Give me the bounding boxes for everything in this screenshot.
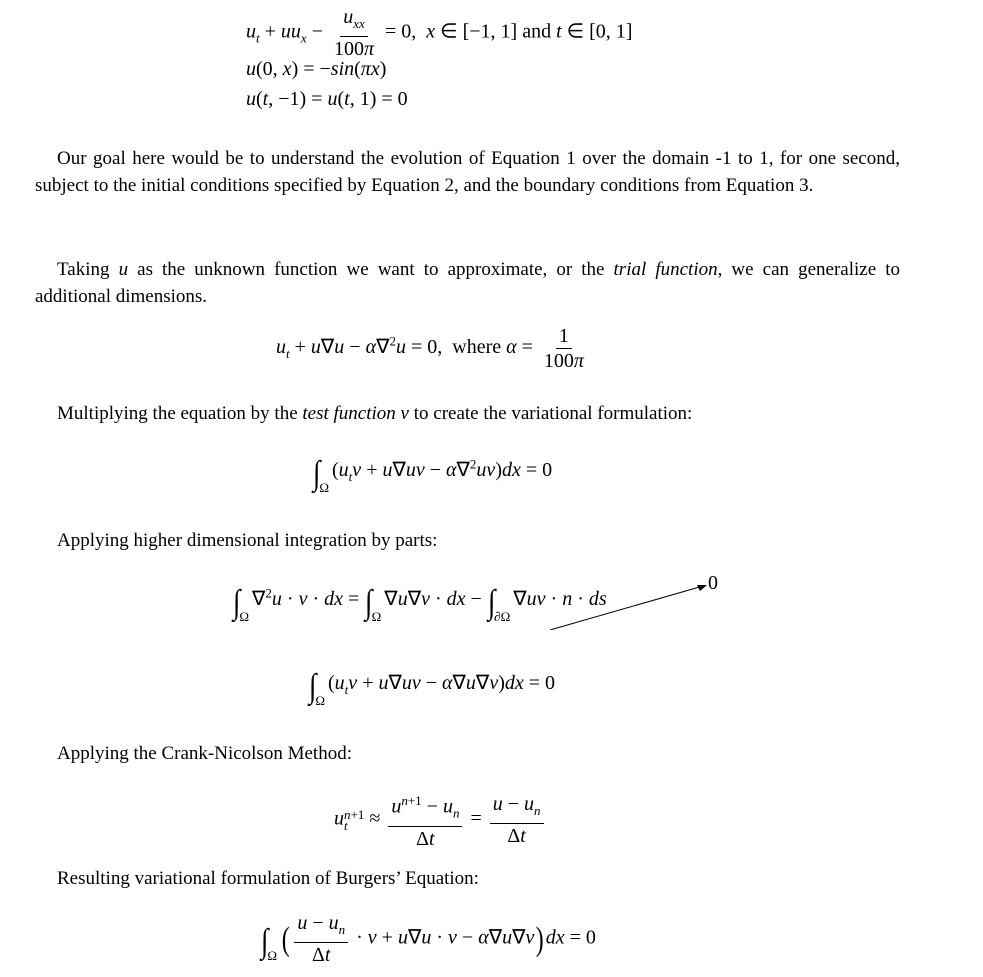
boundary-domain: ∂Ω [494,609,511,624]
trial-post: , we can generalize to additional dimensions. [35,259,900,307]
cancelled-boundary-term: $\int_{\partial\Omega}\nabla uv \cdot n$ · ds [487,584,607,624]
arrow-target-zero: 0 [708,572,718,594]
equation-2-initial-condition: u(0, x) = −sin(πx) [246,58,387,80]
equation-final-variational: $\int_\Omega$ ( $\frac{u - u_n}{\Delta t}$ · v + u∇u · v − α∇u∇v)dx = 0 [260,912,596,966]
and-word: and [522,20,552,43]
paragraph-result: Resulting variational formulation of Burgers’ Equation: [57,868,479,889]
integral-sign: ∫ [487,584,496,621]
trial-mid: as the unknown function we want to approximate, or the [128,259,614,280]
paragraph-goal [35,145,900,199]
fraction-forward-difference: $\frac{u^{n+1} - u_n}{\Delta t}$ [388,790,462,850]
equation-variational: $\int_\Omega(u_tv + u\nabla uv - \alpha\nabla^2uv)dx = 0$ [312,455,553,495]
test-pre: Multiplying the equation by the [57,403,303,424]
equation-1: $u_t + uu_x$ − $\frac{u_{xx}}{100\pi}$ = 0, x ∈ [−1, 1] and t ∈ [0, 1] [246,6,633,60]
integral-sign: ∫ [308,668,317,705]
trial-u: u [118,259,129,280]
paragraph-integration-by-parts: Applying higher dimensional integration by parts: [57,530,438,551]
paragraph-goal-text: Our goal here would be to understand the evolution of Equation 1 over the domain -1 to 1, for one second, subject to the initial conditions specified by Equation 2, and the boundary conditions from Equation 3. [35,148,900,196]
alpha-numerator: 1 [556,325,572,349]
integral-domain: Ω [267,947,277,963]
fraction-simplified-difference: $\frac{u - u_n}{\Delta t}$ [490,793,544,847]
integral-domain: Ω [239,609,249,624]
fraction-alpha: $\frac{1}{100\pi}$ [543,325,584,372]
fraction-time-derivative: $\frac{u - u_n}{\Delta t}$ [294,912,348,966]
integral-sign: ∫ [312,455,321,492]
cancel-arrow-icon [545,570,725,630]
equation-3-boundary-condition: u(t, −1) = u(t, 1) = 0 [246,88,408,110]
where-word: where [452,336,502,359]
integral-sign: ∫ [232,584,241,621]
equation-general-form: $u_t + u\nabla u - \alpha\nabla^2u = 0$, where α = $\frac{1}{100\pi}$ [276,325,590,372]
test-function-emphasis: test function v [302,403,409,424]
integral-domain: Ω [371,609,382,624]
paragraph-crank-nicolson: Applying the Crank-Nicolson Method: [57,743,352,764]
test-post: to create the variational formulation: [408,403,693,424]
integral-sign: ∫ [365,584,373,621]
paragraph-trial-function [35,256,900,310]
integral-domain: Ω [319,480,329,495]
fraction-uxx-over-100pi: $\frac{u_{xx}}{100\pi}$ [333,6,374,60]
trial-function-emphasis: trial function [613,259,718,280]
trial-pre: Taking [57,259,119,280]
integral-sign: ∫ [260,922,269,960]
integral-domain: Ω [315,693,325,708]
paragraph-test-function [57,403,692,425]
equation-crank-nicolson: u n+1 t ≈ $\frac{u^{n+1} - u_n}{\Delta t}$ = $\frac{u - u_n}{\Delta t}$ [334,790,547,850]
equation-integration-by-parts: $\int_\Omega\nabla^2u \cdot v$ · dx = $\int_\Omega\nabla u\nabla v$ · dx − $\int_{\partial\Omega}\nabla uv \cdot n$ · ds [232,584,607,624]
equation-weak-form: $\int_\Omega(u_tv + u\nabla uv - \alpha\nabla u\nabla v)dx = 0$ [308,668,556,708]
